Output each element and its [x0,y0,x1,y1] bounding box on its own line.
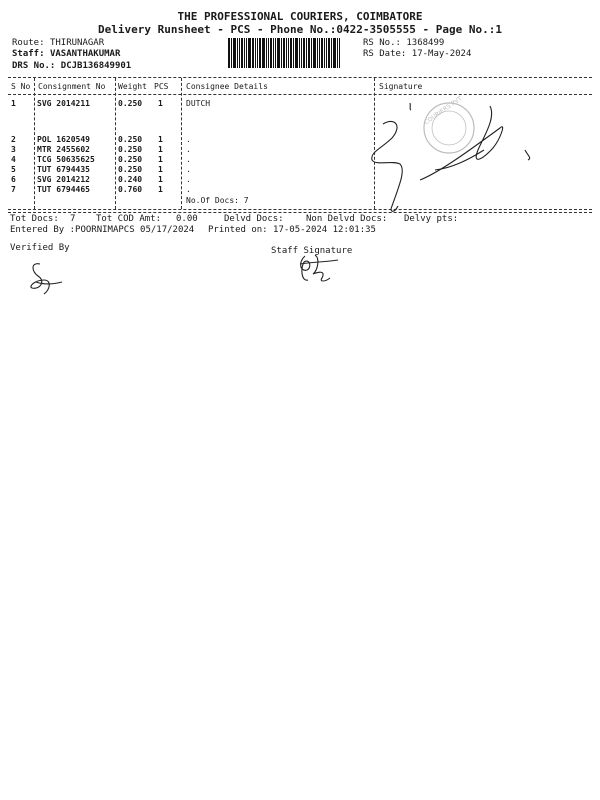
runsheet-title: Delivery Runsheet - PCS - Phone No.:0422-3505555 - Page No.:1 [98,23,502,36]
printed-on: Printed on: 17-05-2024 12:01:35 [208,225,376,235]
table-cell-consignment: TCG 50635625 [37,155,95,164]
table-cell-sno: 5 [11,165,16,174]
no-of-docs: No.Of Docs: 7 [186,196,249,205]
table-bottom-rule-2 [8,212,592,213]
delvd-docs-label: Delvd Docs: [224,214,284,224]
company-name: THE PROFESSIONAL COURIERS, COIMBATORE [177,10,423,23]
col-divider [34,78,35,209]
stamp-text: COURIERS PVT [423,95,464,127]
tot-docs-label: Tot Docs: [10,214,59,224]
barcode-bar [301,38,302,68]
barcode-bar [231,38,232,68]
verifier-signature [31,264,62,294]
staff-signature [300,255,338,281]
table-cell-weight: 0.250 [118,135,143,144]
barcode-bar [288,38,289,68]
barcode-bar [303,38,305,68]
barcode-bar [233,38,236,68]
barcode-bar [306,38,307,68]
rs-no-value: 1368499 [406,38,445,48]
table-bottom-rule [8,209,592,210]
barcode-bar [324,38,325,68]
tot-cod-value: 0.00 [176,214,198,224]
tot-cod-label: Tot COD Amt: [96,214,162,224]
route-value: THIRUNAGAR [49,38,105,48]
barcode-bar [266,38,267,68]
table-cell-consignee: . [186,155,191,164]
table-cell-consignee: . [186,185,191,194]
col-divider [181,78,182,209]
table-cell-consignee: DUTCH [186,99,211,108]
table-cell-pcs: 1 [158,145,163,154]
rs-date-label: RS Date: [363,49,407,59]
tot-docs-value: 7 [70,214,76,224]
barcode-bar [237,38,238,68]
drs-line [12,61,131,71]
stamp-circle [423,95,474,153]
staff-signature-label: Staff Signature [271,246,353,256]
table-cell-pcs: 1 [158,185,163,194]
column-header-pcs: PCS [154,82,169,91]
table-cell-sno: 2 [11,135,16,144]
barcode-bar [277,38,280,68]
rs-no-label: RS No.: [363,38,401,48]
barcode-bar [246,38,247,68]
barcode-bar [293,38,294,68]
barcode-bar [281,38,282,68]
barcode-bar [241,38,243,68]
delivery-signature [372,103,530,211]
table-cell-sno: 1 [11,99,16,108]
entered-by: Entered By :POORNIMAPCS 05/17/2024 [10,225,195,235]
table-cell-consignment: POL 1620549 [37,135,90,144]
table-top-rule [8,77,592,78]
barcode-bar [244,38,245,68]
non-delvd-docs-label: Non Delvd Docs: [306,214,388,224]
barcode-bar [286,38,287,68]
table-cell-weight: 0.250 [118,155,143,164]
barcode-bar [290,38,292,68]
table-cell-pcs: 1 [158,175,163,184]
table-cell-pcs: 1 [158,135,163,144]
route-label: Route: [12,38,45,48]
staff-line [12,49,120,59]
table-cell-sno: 4 [11,155,16,164]
table-cell-consignee: . [186,135,191,144]
rs-date-value: 17-May-2024 [411,49,472,59]
barcode-bar [319,38,320,68]
drs-label: DRS No.: [12,61,56,71]
barcode-bar [328,38,330,68]
delvy-pts-label: Delvy pts: [404,214,459,224]
barcode-bar [259,38,261,68]
barcode-bar [339,38,340,68]
barcode-bar [252,38,254,68]
drs-value: DCJB136849901 [60,61,132,71]
barcode-bar [228,38,230,68]
staff-label: Staff: [12,49,45,59]
table-cell-pcs: 1 [158,155,163,164]
column-header-signature: Signature [379,82,423,91]
table-cell-consignee: . [186,165,191,174]
barcode-bar [255,38,256,68]
table-cell-sno: 7 [11,185,16,194]
barcode-bar [262,38,265,68]
barcode-bar [270,38,272,68]
staff-value: VASANTHAKUMAR [49,49,121,59]
barcode-image [228,38,356,68]
table-cell-consignment: SVG 2014212 [37,175,90,184]
table-cell-weight: 0.760 [118,185,143,194]
barcode-bar [299,38,300,68]
col-divider [374,78,375,209]
column-header-consignee: Consignee Details [186,82,268,91]
table-cell-consignment: SVG 2014211 [37,99,90,108]
table-cell-sno: 6 [11,175,16,184]
table-cell-pcs: 1 [158,165,163,174]
table-cell-weight: 0.250 [118,99,143,108]
barcode-bar [275,38,276,68]
barcode-bar [311,38,312,68]
route-line [12,38,104,48]
barcode-bar [248,38,251,68]
barcode-bar [273,38,274,68]
col-divider [115,78,116,209]
rs-date-line [363,49,471,59]
barcode-bar [257,38,258,68]
barcode-bar [321,38,323,68]
barcode-bar [333,38,336,68]
table-cell-consignment: TUT 6794465 [37,185,90,194]
table-cell-consignee: . [186,175,191,184]
barcode-bar [283,38,285,68]
verified-by-label: Verified By [10,243,70,253]
column-header-sno: S No [11,82,31,91]
table-cell-sno: 3 [11,145,16,154]
barcode-bar [326,38,327,68]
table-cell-consignment: TUT 6794435 [37,165,90,174]
rs-no-line [363,38,444,48]
table-cell-weight: 0.240 [118,175,143,184]
table-cell-weight: 0.250 [118,165,143,174]
table-cell-consignment: MTR 2455602 [37,145,90,154]
table-header-rule [8,94,592,95]
barcode-bar [313,38,316,68]
table-cell-consignee: . [186,145,191,154]
table-cell-pcs: 1 [158,99,163,108]
barcode-bar [337,38,338,68]
table-cell-weight: 0.250 [118,145,143,154]
barcode-bar [295,38,298,68]
barcode-bar [308,38,310,68]
column-header-consignment: Consignment No [38,82,106,91]
barcode-bar [239,38,240,68]
barcode-bar [331,38,332,68]
barcode-bar [268,38,269,68]
barcode-bar [317,38,318,68]
column-header-weight: Weight [118,82,147,91]
